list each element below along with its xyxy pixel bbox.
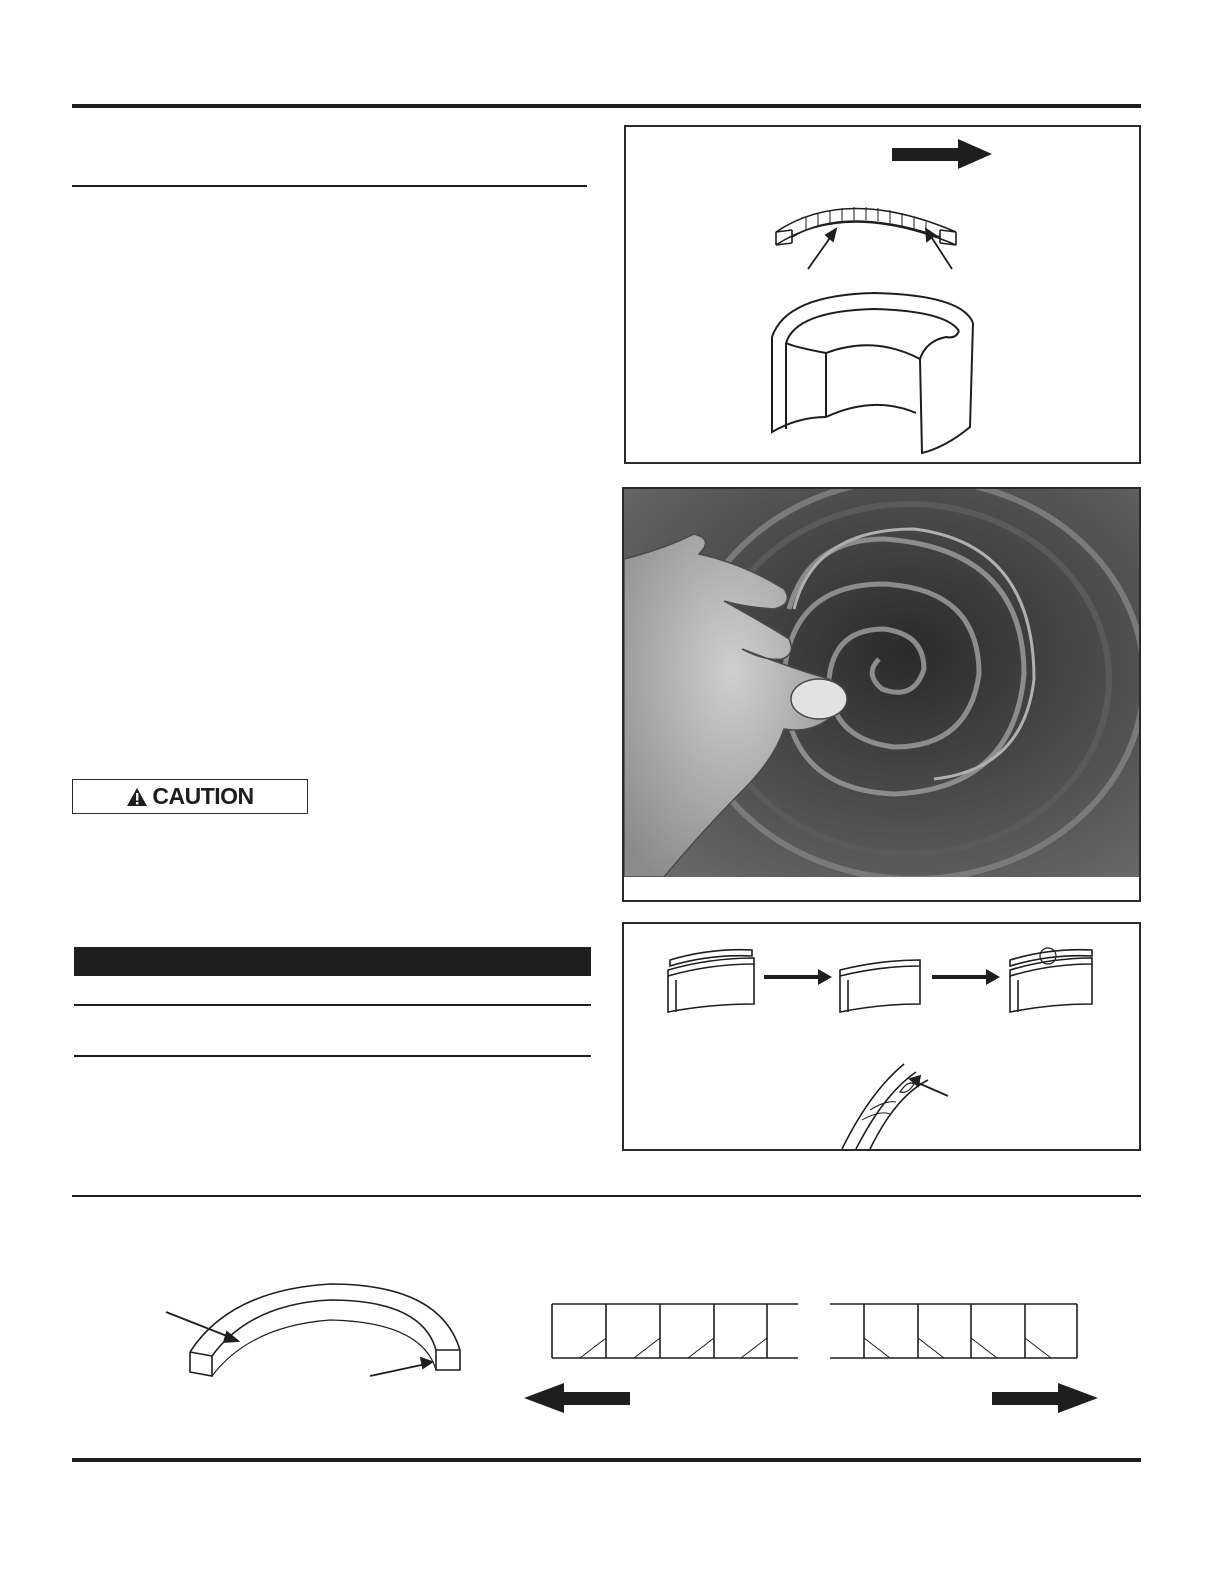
footer-rule bbox=[72, 1458, 1141, 1462]
section-rule bbox=[72, 185, 587, 187]
caution-label bbox=[72, 779, 308, 814]
closeup-pointer bbox=[910, 1076, 948, 1096]
warning-triangle-icon bbox=[126, 787, 148, 807]
arrow-left-icon bbox=[524, 1383, 630, 1413]
table-rule-1 bbox=[74, 1004, 591, 1006]
strip-right bbox=[830, 1304, 1077, 1358]
ring-segment-pointers bbox=[166, 1312, 432, 1376]
pointer-arrows bbox=[808, 229, 952, 269]
caution-text: CAUTION bbox=[152, 783, 254, 809]
lower-section-rule bbox=[72, 1195, 1141, 1197]
direction-arrow-right-icon bbox=[892, 139, 992, 169]
seal-piece-3 bbox=[1010, 948, 1092, 1012]
seal-piece-2 bbox=[840, 960, 920, 1012]
arrow-right-icon bbox=[992, 1383, 1098, 1413]
figure-joint-sequence bbox=[622, 922, 1141, 1151]
header-rule bbox=[72, 104, 1141, 108]
figure-seal-diagram bbox=[624, 125, 1141, 464]
table-header-bar bbox=[74, 947, 591, 976]
table-rule-2 bbox=[74, 1055, 591, 1057]
figure-segment-strips bbox=[520, 1296, 1120, 1426]
spiral-spring-photo bbox=[624, 489, 1139, 900]
figure-spring-photo bbox=[622, 487, 1141, 902]
housing-cylinder bbox=[772, 293, 973, 453]
sequence-arrow-icon bbox=[764, 969, 1000, 985]
strip-left bbox=[552, 1304, 798, 1358]
figure-ring-segment bbox=[160, 1270, 480, 1390]
seal-piece-1 bbox=[668, 950, 754, 1012]
